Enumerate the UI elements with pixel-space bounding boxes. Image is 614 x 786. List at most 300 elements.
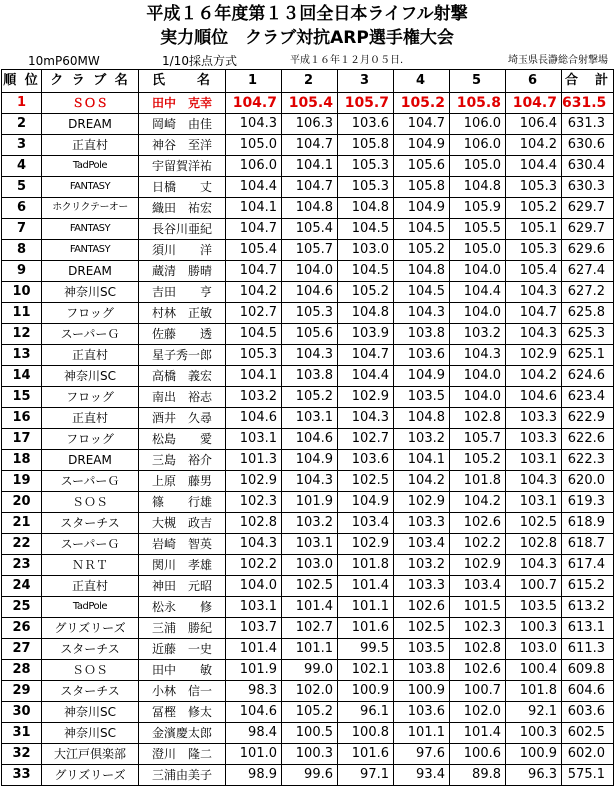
rank-cell: 26 [2,618,42,639]
club-cell: ホクリクテーオー [42,198,139,219]
rank-cell: 3 [2,135,42,156]
series-4-cell: 103.3 [394,576,450,597]
table-row [2,219,614,240]
page-subtitle: 実力順位 クラブ対抗ARP選手権大会 [160,28,454,48]
total-cell: 627.4 [562,261,614,282]
table-row [2,429,614,450]
series-1-cell: 104.7 [226,219,282,240]
series-1-cell: 105.4 [226,240,282,261]
series-6-cell: 100.7 [506,576,562,597]
series-5-cell: 104.0 [450,261,506,282]
club-cell: フロッグ [42,387,139,408]
series-5-cell: 102.0 [450,702,506,723]
series-5-cell: 106.0 [450,114,506,135]
name-cell: 田中 克幸 [139,93,226,114]
club-cell: FANTASY [42,240,139,261]
series-4-cell: 105.2 [394,240,450,261]
club-cell: DREAM [42,114,139,135]
series-1-cell: 104.1 [226,198,282,219]
rank-cell: 14 [2,366,42,387]
series-4-cell: 103.3 [394,513,450,534]
series-6-cell: 104.7 [506,303,562,324]
series-5-cell: 104.0 [450,387,506,408]
series-6-cell: 105.1 [506,219,562,240]
series-1-cell: 104.7 [226,261,282,282]
series-5-cell: 104.4 [450,282,506,303]
series-2-cell: 104.6 [282,282,338,303]
club-cell: TadPole [42,597,139,618]
series-3-cell: 105.2 [338,282,394,303]
series-3-cell: 104.8 [338,198,394,219]
series-4-cell: 103.2 [394,429,450,450]
series-5-cell: 101.4 [450,723,506,744]
total-cell: 618.7 [562,534,614,555]
series-6-cell: 104.3 [506,471,562,492]
club-cell: ＳＯＳ [42,93,139,114]
series-6-cell: 105.4 [506,261,562,282]
name-cell: 星子秀一郎 [139,345,226,366]
name-cell: 三浦由美子 [139,765,226,786]
series-1-cell: 104.6 [226,702,282,723]
table-row [2,513,614,534]
series-6-cell: 102.8 [506,534,562,555]
series-6-cell: 102.5 [506,513,562,534]
rank-cell: 6 [2,198,42,219]
series-2-cell: 100.5 [282,723,338,744]
series-6-cell: 101.8 [506,681,562,702]
series-3-cell: 101.4 [338,576,394,597]
event-venue: 埼玉県長瀞総合射撃場 [508,55,608,66]
rank-cell: 19 [2,471,42,492]
series-3-cell: 100.8 [338,723,394,744]
total-cell: 613.2 [562,597,614,618]
club-cell: FANTASY [42,219,139,240]
series-2-cell: 105.2 [282,387,338,408]
series-5-cell: 104.0 [450,303,506,324]
name-cell: 長谷川亜紀 [139,219,226,240]
series-5-cell: 102.8 [450,639,506,660]
total-cell: 625.1 [562,345,614,366]
series-5-cell: 100.6 [450,744,506,765]
club-cell: フロッグ [42,303,139,324]
series-1-cell: 104.3 [226,114,282,135]
series-4-cell: 104.9 [394,198,450,219]
series-3-cell: 104.3 [338,408,394,429]
rank-cell: 28 [2,660,42,681]
series-2-cell: 101.4 [282,597,338,618]
series-5-cell: 105.0 [450,156,506,177]
series-2-cell: 103.2 [282,513,338,534]
total-cell: 629.6 [562,240,614,261]
series-4-cell: 104.7 [394,114,450,135]
series-2-cell: 105.4 [282,219,338,240]
name-cell: 田中 敏 [139,660,226,681]
series-4-cell: 103.6 [394,702,450,723]
club-cell: グリズリーズ [42,618,139,639]
series-5-cell: 102.8 [450,408,506,429]
table-row [2,408,614,429]
rank-cell: 23 [2,555,42,576]
series-3-cell: 103.9 [338,324,394,345]
name-cell: 大槻 政吉 [139,513,226,534]
rank-cell: 17 [2,429,42,450]
name-cell: 澄川 隆二 [139,744,226,765]
club-cell: DREAM [42,261,139,282]
name-cell: 吉田 亨 [139,282,226,303]
club-cell: グリズリーズ [42,765,139,786]
total-cell: 630.6 [562,135,614,156]
series-6-cell: 96.3 [506,765,562,786]
rank-cell: 20 [2,492,42,513]
series-2-cell: 104.3 [282,471,338,492]
series-2-cell: 104.8 [282,198,338,219]
series-3-cell: 101.1 [338,597,394,618]
total-cell: 615.2 [562,576,614,597]
series-2-cell: 101.1 [282,639,338,660]
series-4-cell: 103.5 [394,639,450,660]
series-4-cell: 102.6 [394,597,450,618]
series-5-cell: 102.3 [450,618,506,639]
series-2-cell: 104.7 [282,177,338,198]
series-4-cell: 104.2 [394,471,450,492]
table-row [2,324,614,345]
table-row [2,681,614,702]
series-4-cell: 105.6 [394,156,450,177]
total-cell: 622.6 [562,429,614,450]
table-row [2,240,614,261]
name-cell: 関川 孝雄 [139,555,226,576]
total-cell: 603.6 [562,702,614,723]
series-2-cell: 105.6 [282,324,338,345]
table-row [2,492,614,513]
rank-cell: 32 [2,744,42,765]
series-5-cell: 105.5 [450,219,506,240]
series-6-cell: 104.3 [506,324,562,345]
series-2-cell: 103.0 [282,555,338,576]
series-1-cell: 104.4 [226,177,282,198]
series-4-cell: 104.9 [394,135,450,156]
header-series-2: 2 [282,70,338,93]
series-6-cell: 102.9 [506,345,562,366]
club-cell: 神奈川SC [42,723,139,744]
table-row [2,156,614,177]
total-cell: 629.7 [562,219,614,240]
series-6-cell: 105.3 [506,240,562,261]
table-row [2,387,614,408]
table-row [2,198,614,219]
rank-cell: 29 [2,681,42,702]
series-6-cell: 100.3 [506,618,562,639]
event-date: 平成１６年１２月０５日. [290,55,404,66]
series-2-cell: 99.6 [282,765,338,786]
total-cell: 630.3 [562,177,614,198]
name-cell: 岡崎 由佳 [139,114,226,135]
series-2-cell: 102.7 [282,618,338,639]
total-cell: 625.3 [562,324,614,345]
series-6-cell: 100.4 [506,660,562,681]
club-cell: フロッグ [42,429,139,450]
total-cell: 602.0 [562,744,614,765]
series-5-cell: 102.2 [450,534,506,555]
series-4-cell: 103.4 [394,534,450,555]
series-3-cell: 101.8 [338,555,394,576]
rank-cell: 5 [2,177,42,198]
table-row [2,597,614,618]
table-row [2,282,614,303]
series-3-cell: 105.8 [338,135,394,156]
series-1-cell: 104.2 [226,282,282,303]
name-cell: 酒井 久尋 [139,408,226,429]
rank-cell: 21 [2,513,42,534]
table-row [2,177,614,198]
series-2-cell: 100.3 [282,744,338,765]
table-row [2,471,614,492]
name-cell: 金濱慶太郎 [139,723,226,744]
series-3-cell: 104.7 [338,345,394,366]
series-4-cell: 104.5 [394,282,450,303]
total-cell: 619.3 [562,492,614,513]
series-6-cell: 92.1 [506,702,562,723]
club-cell: 正直村 [42,576,139,597]
rank-cell: 1 [2,93,42,114]
series-1-cell: 101.0 [226,744,282,765]
club-cell: スターチス [42,513,139,534]
series-4-cell: 100.9 [394,681,450,702]
page-title: 平成１６年度第１３回全日本ライフル射撃 [146,4,468,24]
name-cell: 近藤 一史 [139,639,226,660]
name-cell: 松島 愛 [139,429,226,450]
rank-cell: 18 [2,450,42,471]
header-series-3: 3 [338,70,394,93]
series-1-cell: 104.5 [226,324,282,345]
club-cell: 大江戸倶楽部 [42,744,139,765]
club-cell: 正直村 [42,135,139,156]
series-5-cell: 100.7 [450,681,506,702]
name-cell: 小林 信一 [139,681,226,702]
series-4-cell: 103.6 [394,345,450,366]
series-3-cell: 99.5 [338,639,394,660]
club-cell: ＳＯＳ [42,660,139,681]
table-row [2,93,614,114]
series-2-cell: 99.0 [282,660,338,681]
series-5-cell: 105.0 [450,240,506,261]
rank-cell: 15 [2,387,42,408]
series-1-cell: 105.3 [226,345,282,366]
series-2-cell: 105.3 [282,303,338,324]
name-cell: 篠 行雄 [139,492,226,513]
club-cell: DREAM [42,450,139,471]
table-row [2,450,614,471]
series-3-cell: 105.3 [338,156,394,177]
name-cell: 蔵清 勝晴 [139,261,226,282]
series-1-cell: 104.0 [226,576,282,597]
series-3-cell: 102.7 [338,429,394,450]
rank-cell: 22 [2,534,42,555]
series-1-cell: 102.3 [226,492,282,513]
series-3-cell: 101.6 [338,744,394,765]
series-5-cell: 105.7 [450,429,506,450]
series-5-cell: 102.9 [450,555,506,576]
series-2-cell: 106.3 [282,114,338,135]
total-cell: 609.8 [562,660,614,681]
club-cell: 神奈川SC [42,366,139,387]
rank-cell: 33 [2,765,42,786]
club-cell: ＮＲＴ [42,555,139,576]
series-5-cell: 105.2 [450,450,506,471]
total-cell: 613.1 [562,618,614,639]
series-5-cell: 101.5 [450,597,506,618]
series-3-cell: 100.9 [338,681,394,702]
series-6-cell: 103.1 [506,450,562,471]
header-series-6: 6 [506,70,562,93]
rank-cell: 13 [2,345,42,366]
total-cell: 630.4 [562,156,614,177]
series-5-cell: 104.3 [450,345,506,366]
series-6-cell: 103.1 [506,492,562,513]
table-row [2,303,614,324]
series-6-cell: 104.7 [506,93,562,114]
series-3-cell: 102.9 [338,387,394,408]
name-cell: 松永 修 [139,597,226,618]
series-1-cell: 104.1 [226,366,282,387]
series-3-cell: 103.0 [338,240,394,261]
series-3-cell: 105.7 [338,93,394,114]
rank-cell: 27 [2,639,42,660]
series-1-cell: 105.0 [226,135,282,156]
rank-cell: 2 [2,114,42,135]
name-cell: 神田 元昭 [139,576,226,597]
series-1-cell: 101.9 [226,660,282,681]
series-3-cell: 104.5 [338,219,394,240]
series-1-cell: 98.9 [226,765,282,786]
series-3-cell: 102.1 [338,660,394,681]
series-2-cell: 104.3 [282,345,338,366]
club-cell: 正直村 [42,408,139,429]
series-6-cell: 103.5 [506,597,562,618]
name-cell: 三浦 勝紀 [139,618,226,639]
total-cell: 617.4 [562,555,614,576]
series-5-cell: 104.2 [450,492,506,513]
series-4-cell: 102.5 [394,618,450,639]
name-cell: 宇留賀洋祐 [139,156,226,177]
total-cell: 627.2 [562,282,614,303]
rank-cell: 11 [2,303,42,324]
series-5-cell: 101.8 [450,471,506,492]
total-cell: 618.9 [562,513,614,534]
club-cell: FANTASY [42,177,139,198]
series-1-cell: 103.7 [226,618,282,639]
header-club: ク ラ ブ 名 [42,70,139,93]
series-3-cell: 105.3 [338,177,394,198]
series-6-cell: 103.3 [506,408,562,429]
series-6-cell: 100.9 [506,744,562,765]
name-cell: 岩崎 智英 [139,534,226,555]
series-2-cell: 104.7 [282,135,338,156]
header-series-4: 4 [394,70,450,93]
club-cell: 正直村 [42,345,139,366]
name-cell: 三島 裕介 [139,450,226,471]
series-5-cell: 89.8 [450,765,506,786]
rank-cell: 25 [2,597,42,618]
series-4-cell: 105.2 [394,93,450,114]
series-2-cell: 104.1 [282,156,338,177]
total-cell: 620.0 [562,471,614,492]
rank-cell: 24 [2,576,42,597]
series-1-cell: 102.2 [226,555,282,576]
event-code: 10mP60MW [28,54,100,68]
name-cell: 冨樫 修太 [139,702,226,723]
series-3-cell: 103.6 [338,450,394,471]
series-1-cell: 98.3 [226,681,282,702]
rank-cell: 16 [2,408,42,429]
total-cell: 623.4 [562,387,614,408]
series-1-cell: 102.8 [226,513,282,534]
series-4-cell: 103.5 [394,387,450,408]
club-cell: スーパーＧ [42,534,139,555]
series-3-cell: 97.1 [338,765,394,786]
series-4-cell: 104.5 [394,219,450,240]
series-1-cell: 103.1 [226,597,282,618]
rank-cell: 30 [2,702,42,723]
series-5-cell: 104.8 [450,177,506,198]
series-3-cell: 103.4 [338,513,394,534]
series-6-cell: 104.6 [506,387,562,408]
club-cell: スーパーＧ [42,471,139,492]
series-5-cell: 106.0 [450,135,506,156]
club-cell: スターチス [42,681,139,702]
table-row [2,534,614,555]
series-2-cell: 103.8 [282,366,338,387]
series-5-cell: 102.6 [450,513,506,534]
table-row [2,114,614,135]
table-row [2,618,614,639]
series-6-cell: 104.4 [506,156,562,177]
series-1-cell: 101.4 [226,639,282,660]
total-cell: 631.5 [562,93,614,114]
table-row [2,261,614,282]
series-2-cell: 102.0 [282,681,338,702]
series-2-cell: 102.5 [282,576,338,597]
series-2-cell: 104.9 [282,450,338,471]
series-2-cell: 103.1 [282,408,338,429]
header-series-5: 5 [450,70,506,93]
series-4-cell: 97.6 [394,744,450,765]
rank-cell: 31 [2,723,42,744]
club-cell: スーパーＧ [42,324,139,345]
rank-cell: 9 [2,261,42,282]
table-row [2,702,614,723]
header-name: 氏 名 [139,70,226,93]
series-1-cell: 102.9 [226,471,282,492]
name-cell: 神谷 至洋 [139,135,226,156]
series-6-cell: 103.3 [506,429,562,450]
series-5-cell: 104.0 [450,366,506,387]
club-cell: 神奈川SC [42,702,139,723]
series-1-cell: 106.0 [226,156,282,177]
series-4-cell: 104.9 [394,366,450,387]
series-3-cell: 104.9 [338,492,394,513]
series-4-cell: 103.8 [394,660,450,681]
series-4-cell: 101.1 [394,723,450,744]
series-3-cell: 104.5 [338,261,394,282]
series-2-cell: 105.4 [282,93,338,114]
series-5-cell: 105.9 [450,198,506,219]
table-row [2,576,614,597]
series-2-cell: 103.1 [282,534,338,555]
series-6-cell: 104.3 [506,282,562,303]
rank-cell: 10 [2,282,42,303]
series-6-cell: 106.4 [506,114,562,135]
